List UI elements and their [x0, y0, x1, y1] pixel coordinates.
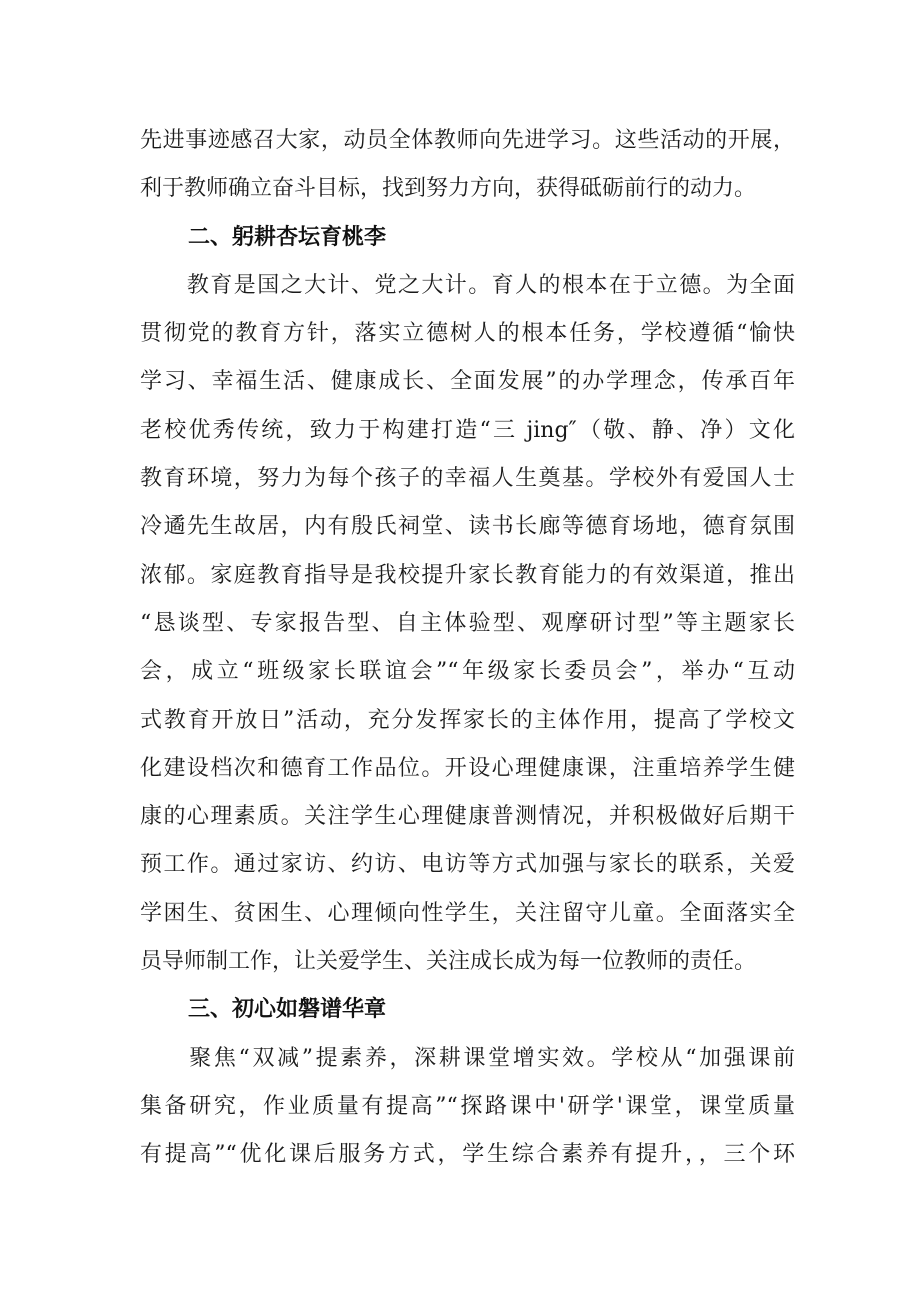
paragraph-line: 老校优秀传统，致力于构建打造“三 jing″（敬、静、净）文化 [140, 417, 795, 443]
paragraph-line: “恳谈型、专家报告型、自主体验型、观摩研讨型”等主题家长 [140, 610, 795, 636]
document-body [140, 117, 795, 1180]
paragraph-line: 贯彻党的教育方针，落实立德树人的根本任务，学校遵循“愉快 [140, 321, 795, 347]
paragraph-line: 先进事迹感召大家，动员全体教师向先进学习。这些活动的开展， [140, 128, 795, 153]
paragraph-line: 化建设档次和德育工作品位。开设心理健康课，注重培养学生健 [140, 755, 795, 781]
section-heading-2: 二、躬耕杏坛育桃李 [188, 224, 387, 250]
paragraph-line: 有提高”“优化课后服务方式，学生综合素养有提升，，三个环 [140, 1142, 795, 1168]
paragraph-line: 教育是国之大计、党之大计。育人的根本在于立德。为全面 [140, 272, 795, 298]
paragraph-line: 式教育开放日”活动，充分发挥家长的主体作用，提高了学校文 [140, 707, 795, 733]
paragraph-line: 聚焦“双减”提素养，深耕课堂增实效。学校从“加强课前 [140, 1045, 795, 1071]
paragraph-line: 员导师制工作，让关爱学生、关注成长成为每一位教师的责任。 [140, 949, 757, 975]
paragraph-line: 学习、幸福生活、健康成长、全面发展”的办学理念，传承百年 [140, 369, 795, 395]
paragraph-line: 会，成立“班级家长联谊会”“年级家长委员会”，举办“互动 [140, 659, 795, 685]
paragraph-line: 集备研究，作业质量有提高”“探路课中'研学'课堂，课堂质量 [140, 1093, 795, 1119]
paragraph-line: 预工作。通过家访、约访、电访等方式加强与家长的联系，关爱 [140, 852, 795, 878]
paragraph-line: 学困生、贫困生、心理倾向性学生，关注留守儿童。全面落实全 [140, 900, 795, 926]
paragraph-line: 教育环境，努力为每个孩子的幸福人生奠基。学校外有爱国人士 [140, 466, 795, 492]
paragraph-line: 康的心理素质。关注学生心理健康普测情况，并积极做好后期干 [140, 804, 795, 830]
section-heading-3: 三、初心如磐谱华章 [188, 997, 387, 1023]
paragraph-line: 冷遹先生故居，内有殷氏祠堂、读书长廊等德育场地，德育氛围 [140, 514, 795, 540]
paragraph-line: 利于教师确立奋斗目标，找到努力方向，获得砥砺前行的动力。 [140, 176, 757, 202]
paragraph-line: 浓郁。家庭教育指导是我校提升家长教育能力的有效渠道，推出 [140, 562, 795, 588]
